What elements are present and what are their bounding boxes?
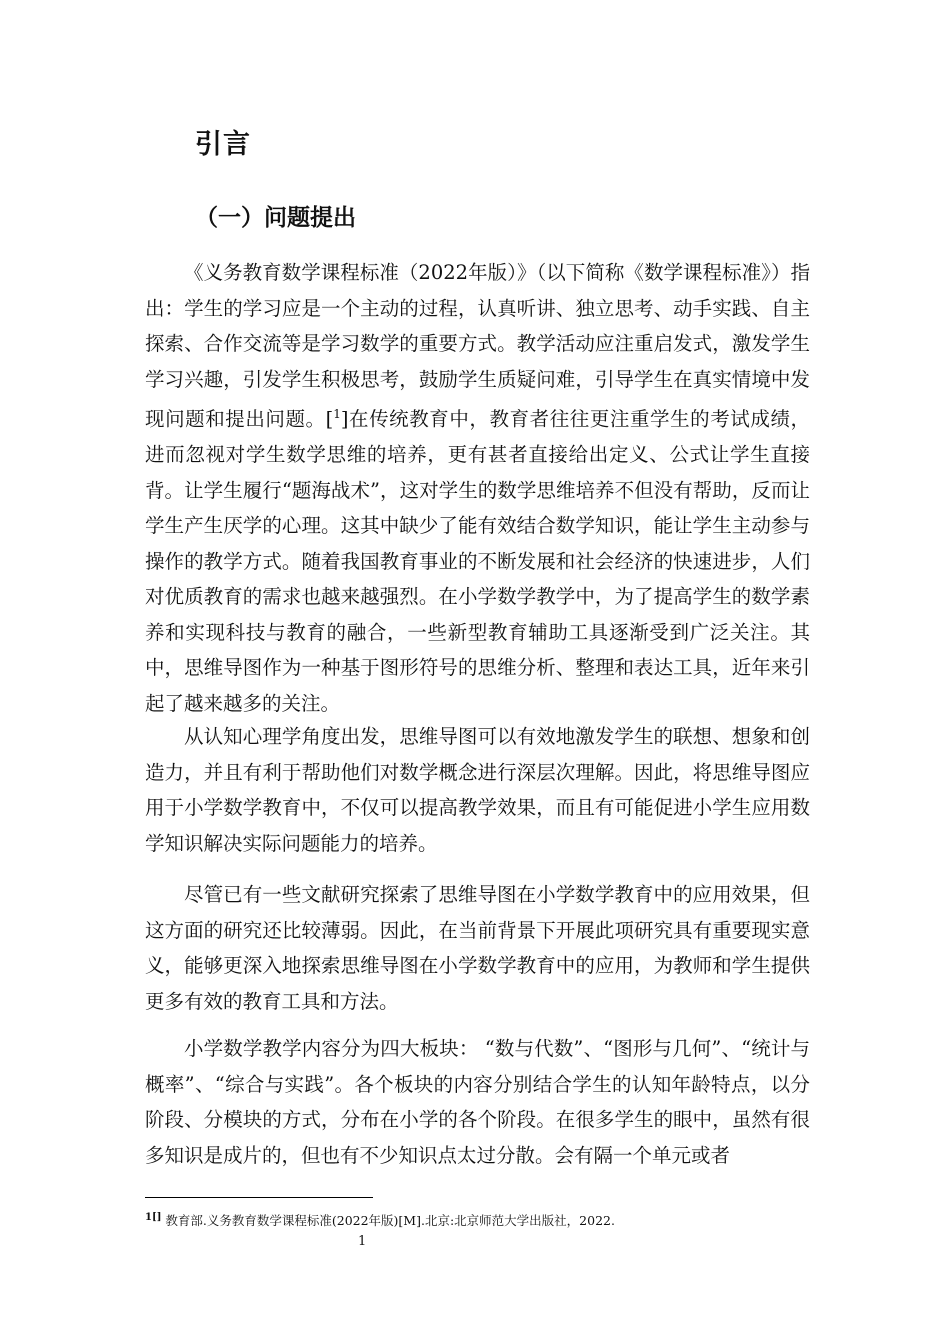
paragraph-1-part-b: ]在传统教育中，教育者往往更注重学生的考试成绩，进而忽视对学生数学思维的培养，更有甚者直接给出定义、公式让学生直接背。让学生履行“题海战术”，这对学生的数学思维培养不但没有帮助，反而让学生产生厌学的心理。这其中缺少了能有效结合数学知识，能让学生主动参与操作的教学方式。随着我国教育事业的不断发展和社会经济的快速进步，人们对优质教育的需求也越来越强烈。在小学数学教学中，为了提高学生的数学素养和实现科技与教育的融合，一些新型教育辅助工具逐渐受到广泛关注。其中，思维导图作为一种基于图形符号的思维分析、整理和表达工具，近年来引起了越来越多的关注。	[145, 407, 811, 715]
page-number: 1	[358, 1234, 367, 1249]
paragraph-3: 尽管已有一些文献研究探索了思维导图在小学数学教育中的应用效果，但这方面的研究还比较薄弱。因此，在当前背景下开展此项研究具有重要现实意义，能够更深入地探索思维导图在小学数学教育中的应用，为教师和学生提供更多有效的教育工具和方法。	[145, 883, 810, 1013]
chapter-heading: 引言	[195, 129, 251, 160]
section-title: （一）问题提出	[195, 205, 356, 231]
paragraph-1-part-a: 《义务教育数学课程标准（2022年版）》（以下简称《数学课程标准》）指出：学生的学习应是一个主动的过程，认真听讲、独立思考、动手实践、自主探索、合作交流等是学习数学的重要方式。教学活动应注重启发式，激发学生学习兴趣，引发学生积极思考，鼓励学生质疑问难，引导学生在真实情境中发现问题和提出问题。[	[145, 261, 810, 431]
footnote-separator	[145, 1197, 373, 1198]
paragraph-1	[145, 255, 810, 721]
paragraph-4: 小学数学教学内容分为四大板块： “数与代数”、“图形与几何”、“统计与概率”、“综合与实践”。各个板块的内容分别结合学生的认知年龄特点，以分阶段、分模块的方式，分布在小学的各个阶段。在很多学生的眼中，虽然有很多知识是成片的，但也有不少知识点太过分散。会有隔一个单元或者	[145, 1037, 810, 1167]
footnote-text: 教育部.义务教育数学课程标准(2022年版)[M].北京:北京师范大学出版社，2022.	[161, 1213, 615, 1229]
footnote	[145, 1209, 615, 1230]
citation-ref[interactable]: 1	[333, 407, 341, 421]
footnote-mark: 1[]	[145, 1212, 162, 1223]
paragraph-2: 从认知心理学角度出发，思维导图可以有效地激发学生的联想、想象和创造力，并且有利于帮助他们对数学概念进行深层次理解。因此，将思维导图应用于小学数学教育中，不仅可以提高教学效果，而且有可能促进小学生应用数学知识解决实际问题能力的培养。	[145, 725, 810, 855]
